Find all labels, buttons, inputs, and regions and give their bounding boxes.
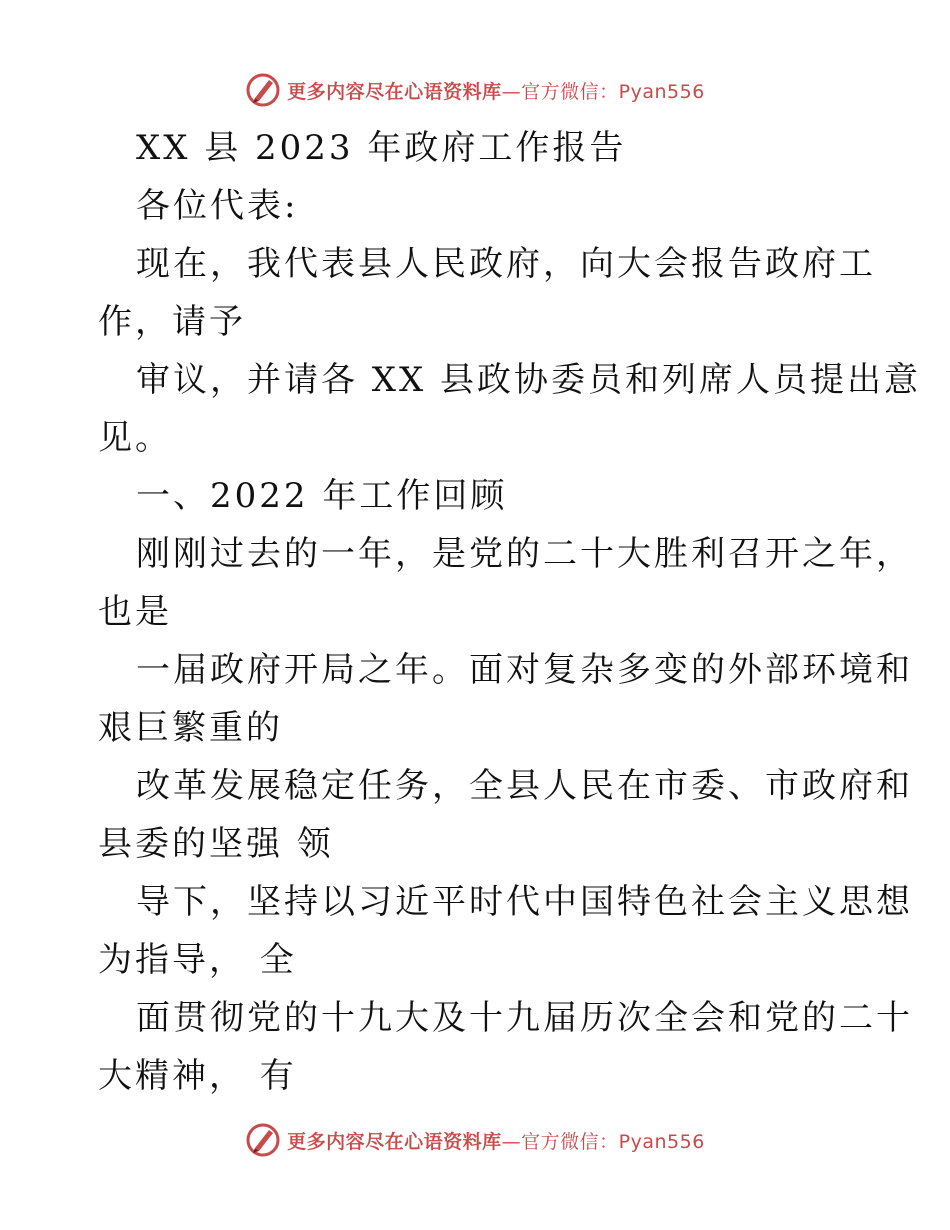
paragraph-line: 改革发展稳定任务，全县人民在市委、市政府和 bbox=[136, 766, 913, 806]
paragraph-line: 也是 bbox=[98, 592, 172, 632]
paragraph-line: 现在，我代表县人民政府，向大会报告政府工 bbox=[136, 244, 876, 284]
pen-logo-icon bbox=[245, 1122, 281, 1158]
footer-banner-dash: — bbox=[501, 1130, 522, 1153]
paragraph-line: 作，请予 bbox=[98, 302, 246, 342]
footer-banner-text bbox=[287, 1127, 705, 1154]
section-heading: 一、2022 年工作回顾 bbox=[136, 476, 508, 516]
salutation: 各位代表: bbox=[136, 186, 299, 226]
footer-banner-main: 更多内容尽在心语资料库 bbox=[287, 1130, 502, 1153]
footer-banner-wechat: 官方微信：Pyan556 bbox=[521, 1130, 705, 1153]
footer-banner bbox=[0, 1118, 950, 1162]
header-banner-wechat: 官方微信：Pyan556 bbox=[521, 80, 705, 103]
header-banner-main: 更多内容尽在心语资料库 bbox=[287, 80, 502, 103]
paragraph-line: 为指导， 全 bbox=[98, 940, 297, 980]
paragraph-line: 见。 bbox=[98, 418, 172, 458]
header-banner-text bbox=[287, 77, 705, 104]
header-banner bbox=[0, 68, 950, 112]
paragraph-line: 刚刚过去的一年，是党的二十大胜利召开之年， bbox=[136, 534, 913, 574]
pen-logo-icon bbox=[245, 72, 281, 108]
paragraph-line: 审议，并请各 XX 县政协委员和列席人员提出意 bbox=[136, 360, 922, 400]
header-banner-dash: — bbox=[501, 80, 522, 103]
paragraph-line: 艰巨繁重的 bbox=[98, 708, 283, 748]
paragraph-line: 面贯彻党的十九大及十九届历次全会和党的二十 bbox=[136, 998, 913, 1038]
paragraph-line: 一届政府开局之年。面对复杂多变的外部环境和 bbox=[136, 650, 913, 690]
paragraph-line: 大精神， 有 bbox=[98, 1056, 297, 1096]
document-title: XX 县 2023 年政府工作报告 bbox=[136, 128, 627, 168]
paragraph-line: 导下，坚持以习近平时代中国特色社会主义思想 bbox=[136, 882, 913, 922]
paragraph-line: 县委的坚强 领 bbox=[98, 824, 334, 864]
